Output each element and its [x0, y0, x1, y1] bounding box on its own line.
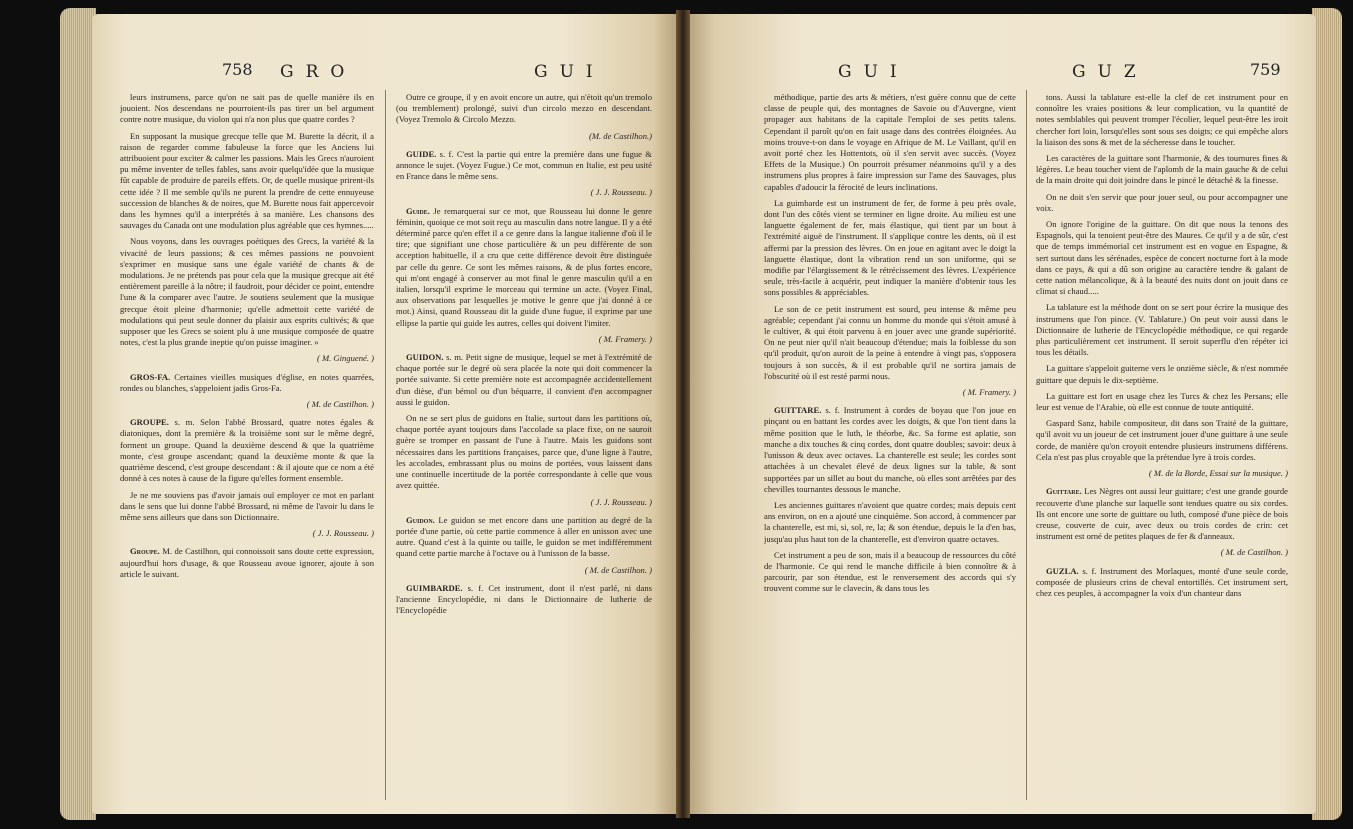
paragraph-text: s. f. Cet instrument, dont il n'est parlé, ni dans l'ancienne Encyclopédie, ni dans le Dictionnaire de lutherie de l'Encyclopédie — [396, 582, 652, 616]
paragraph — [120, 236, 374, 348]
citation: ( M. Framery. ) — [962, 387, 1016, 398]
paragraph-text: Nous voyons, dans les ouvrages poétiques des Grecs, la variété & la vivacité de leurs passions; & ces mêmes passions ne pouvoient s'exprimer en musique sans une égale variété de chants & de modulations. Je ne prétends pas pour cela que la musique grecque ait été entièrement pareille à la nôtre; il faudroit, pour décider ce point, entendre l'une & la comparer avec l'autre. Je soutiens seulement que la musique grecque étoit pleine d'harmonie; qu'elle admettoit cette variété de modulations qui peut seule donner du plaisir aux esprits cultivés; & que supposer que les Grecs se soient plu à une musique composée de quatre notes, c'est la plus grande ineptie qu'on puisse imaginer. » — [120, 236, 374, 348]
right-page — [690, 14, 1316, 814]
paragraph — [120, 417, 374, 484]
paragraph — [120, 131, 374, 232]
right-page-edges — [1312, 8, 1342, 820]
paragraph-text: méthodique, partie des arts & métiers, n'est guère connu que de cette classe de peuple qui, des montagnes de Savoie ou d'Auvergne, vient propager aux habitans de la capitale l'emploi de ses petits talens. Cependant il paroît qu'on en fait usage dans des contrées éloignées. Au moins trouve-t-on dans le voyage en Afrique de M. Le Vaillant, qu'il en avoit porté chez les Hottentots, où il s'en servit avec succès. (Voyez Effets de la Musique.) On pourroit présumer néanmoins qu'il y a des instrumens plus propres à faire impression sur l'ame des Sauvages, plus capables d'adoucir la férocité de leurs inclinations. — [764, 92, 1016, 192]
paragraph-text: La guittare est fort en usage chez les Turcs & chez les Persans; elle leur est venue de l'Arabie, où elle est connue de toute antiquité. — [1036, 390, 1288, 413]
paragraph-text: La tablature est la méthode dont on se sert pour écrire la musique des instrumens que l'on pince. (V. Tablature.) On peut voir aussi dans le Dictionnaire de lutherie de l'Encyclopédie méthodique, ce qui regarde plus particulièrement cet instrument. Il seroit superflu d'en répéter ici tous les détails. — [1036, 302, 1288, 358]
paragraph — [1036, 302, 1288, 358]
paragraph — [396, 206, 652, 329]
paragraph — [1036, 363, 1288, 385]
left-page-number: 758 — [222, 60, 253, 79]
paragraph-text: s. f. Instrument des Morlaques, monté d'une seule corde, composée de plusieurs crins de cheval entortillés. Cet instrument sert, chez ces peuples, à accompagner la voix d'un chanteur dans — [1036, 565, 1288, 598]
entry-headword: GUIMBARDE. — [406, 582, 463, 593]
paragraph — [1036, 92, 1288, 148]
paragraph — [1036, 391, 1288, 413]
citation: ( J. J. Rousseau. ) — [590, 496, 652, 507]
paragraph-text: En supposant la musique grecque telle que M. Burette la décrit, il a raison de regarder comme fabuleuse la force que les Anciens lui attribuoient pour exciter & calmer les passions. Mais les Grecs n'auroient pu même inventer de telles fables, sans avoir quelqu'idée que la musique fût capable de produire de pareils effets. Or, de quelle musique prirent-ils cette idée ? Il me semble qu'ils ne purent la prendre de cette ennuyeuse succession de blanches & de noires, que M. Burette nous fait appercevoir dans les hymnes qu'il a interprétés à sa manière. Les chansons des sauvages du Canada ont une modulation plus agréable que ces hymnes..... — [120, 130, 374, 231]
paragraph-text: s. f. C'est la partie qui entre la première dans une fugue & annonce le sujet. (Voyez Fugue.) Ce mot, commun en Italie, est peu usité en France dans le même sens. — [396, 148, 652, 182]
entry-headword: GUIDON. — [406, 352, 444, 363]
left-running-head-2: GUI — [534, 62, 605, 82]
paragraph-text: leurs instrumens, parce qu'on ne sait pas de quelle manière ils en jouoient. Nos descendans ne pourroient-ils pas tirer un bel argument contre notre musique, du violon qui n'a non plus que quatre cordes ? — [120, 92, 374, 125]
paragraph — [764, 304, 1016, 382]
paragraph — [1036, 192, 1288, 214]
paragraph — [120, 546, 374, 580]
citation: ( M. de Castilhon. ) — [306, 399, 374, 410]
paragraph — [396, 515, 652, 560]
paragraph — [396, 413, 652, 491]
citation: ( M. de Castilhon. ) — [1220, 547, 1288, 558]
paragraph-text: tons. Aussi la tablature est-elle la clef de cet instrument pour en connoître les vraies positions & leur complication, vu la quantité de notes semblables qui peuvent tromper l'écolier, lequel peut-être les iroit chercher fort loin, lorsqu'elles sont sous ses doigts; ce qui empêche alors la liaison des sons & met de la sécheresse dans le toucher. — [1036, 92, 1288, 147]
citation: ( M. Ginguené. ) — [316, 353, 374, 364]
paragraph-text: s. m. Petit signe de musique, lequel se met à l'extrémité de chaque portée sur le degré où sera placée la note qui doit commencer la portée suivante. Si cette première note est accompagnée accidentellement d'un dièse, d'un bémol ou d'un béquarre, il convient d'en accompagner aussi le guidon. — [396, 352, 652, 407]
entry-headword: GUIDE. — [406, 148, 437, 159]
entry-headword: Guide. — [406, 205, 430, 216]
left-page — [92, 14, 676, 814]
entry-headword: Guidon. — [406, 514, 435, 525]
citation: ( M. de Castilhon. ) — [584, 564, 652, 575]
paragraph-text: On ne doit s'en servir que pour jouer seul, ou pour accompagner une voix. — [1036, 191, 1288, 213]
paragraph-text: Je ne me souviens pas d'avoir jamais ouï employer ce mot en parlant dans le sens que lui donne l'abbé Brossard, ni même de l'avoir lu dans le même sens ailleurs que dans son Dictionnaire. — [120, 489, 374, 522]
entry-headword: GROUPE. — [130, 417, 169, 428]
citation: ( M. de la Borde, Essai sur la musique. ) — [1148, 468, 1288, 479]
paragraph — [1036, 418, 1288, 463]
paragraph — [396, 149, 652, 183]
paragraph — [396, 583, 652, 617]
citation: ( J. J. Rousseau. ) — [312, 528, 374, 539]
paragraph-text: Les anciennes guittares n'avoient que quatre cordes; mais depuis cent ans environ, on en a ajouté une cinquième. Son accord, à commencer par la chanterelle, est mi, si, sol, re, la; & son étendue, depuis le la d'en bas, jusqu'au plus haut ton de la chanterelle, est d'environ quatre octaves. — [764, 499, 1016, 544]
left-column-1 — [120, 92, 374, 585]
paragraph — [396, 92, 652, 126]
paragraph — [1036, 486, 1288, 542]
entry-headword: GUZLA. — [1046, 565, 1079, 576]
paragraph — [120, 92, 374, 126]
paragraph — [764, 500, 1016, 545]
right-column-1 — [764, 92, 1016, 600]
left-running-head-1: GRO — [280, 62, 357, 82]
paragraph-text: La guimbarde est un instrument de fer, de forme à peu près ovale, dont l'un des côtés vient se terminer en ligne droite. Au milieu est une languette également de fer, mais élastique, qui tient par un bout à l'extrémité aiguë de l'instrument. Il s'applique contre les dents, où il est affermi par la pression des lèvres. On en joue en agitant avec le doigt la languette élastique, dont la vibration rend un son uniforme, qui se modifie par l'élargissement & le rétrécissement des lèvres. L'expérience seule, très-facile à acquérir, peut indiquer la manière d'obtenir tous les sons possibles & appréciables. — [764, 197, 1016, 298]
paragraph — [120, 372, 374, 394]
paragraph-text: Le guidon se met encore dans une partition au degré de la portée d'une partie, où cette partie commence à aller en unisson avec une autre. Quand c'est à la quinte ou taille, le guidon se met indifféremment quand cette partie marche à l'octave ou à l'unisson de la basse. — [396, 514, 652, 559]
left-page-edges — [60, 8, 96, 820]
paragraph-text: Cet instrument a peu de son, mais il a beaucoup de ressources du côté de l'harmonie. Ce qui rend le manche difficile à bien connoître & à parcourir, par son étendue, est le renversement des accords qui s'y trouvent comme sur le clavecin, & dans tous les — [764, 549, 1016, 594]
paragraph-text: Je remarquerai sur ce mot, que Rousseau lui donne le genre féminin, quoique ce mot soit reçu au masculin dans notre langue. Il y a été déterminé parce qu'en effet il a ce genre dans la langue italienne d'où il le tire; que signifiant une chose particulière & un peu différente de son acception habituelle, il a cru que cette différence devoit être distinguée par celle du genre. Ce sont les mêmes raisons, & de plus fortes encore, qui m'ont engagé à conserver au mot final le genre masculin qu'il a en italien, lorsqu'il exprime le morceau qui termine un acte. (Voyez Final, aux observations par lesquelles je motive le genre que j'ai donné à ce mot.) Ainsi, quand Rousseau dit la guide d'une fugue, il exprime par une ellipse la partie qui guide les autres, celles qui doivent l'imiter. — [396, 205, 652, 328]
paragraph-text: Outre ce groupe, il y en avoit encore un autre, qui n'étoit qu'un tremolo (ou tremblement) prolongé, suivi d'un circolo mezzo en descendant. (Voyez Tremolo & Circolo Mezzo. — [396, 92, 652, 125]
paragraph-text: Gaspard Sanz, habile compositeur, dit dans son Traité de la guittare, qu'il avoit vu un joueur de cet instrument jouer d'une guittare à une seule corde, de manière qu'on croyoit entendre plusieurs instrumens différens. Cela n'est pas plus croyable que la prétendue lyre à trois cordes. — [1036, 418, 1288, 462]
paragraph-text: Les Nègres ont aussi leur guittare; c'est une grande gourde recouverte d'une planche sur laquelle sont tendues quatre ou six cordes. Ils ont encore une sorte de guittare ou luth, composé d'une pièce de bois creuse, couverte de cuir, avec deux ou trois cordes de crin: cet instrument est orné de petites plaques de fer & d'anneaux. — [1036, 486, 1288, 542]
right-page-number: 759 — [1250, 60, 1281, 79]
citation: ( J. J. Rousseau. ) — [590, 187, 652, 198]
entry-headword: GROS-FA. — [130, 371, 171, 382]
paragraph — [396, 352, 652, 408]
paragraph-text: La guittare s'appeloit guiterne vers le onzième siècle, & n'est nommée guittare que depuis le dix-septième. — [1036, 363, 1288, 385]
column-rule — [385, 90, 386, 800]
book-gutter — [676, 10, 690, 818]
right-running-head-2: GUZ — [1072, 62, 1148, 82]
paragraph — [120, 490, 374, 524]
paragraph-text: Certaines vieilles musiques d'église, en notes quarrées, rondes ou blanches, s'appeloient jadis Gros-Fa. — [120, 371, 374, 393]
paragraph-text: Les caractères de la guittare sont l'harmonie, & des tournures fines & légères. Le beau toucher vient de l'aplomb de la main gauche & de celui de la main droite qui doit joindre dans le pincé le détaché & la finesse. — [1036, 153, 1288, 186]
entry-headword: GUITTARE. — [774, 405, 822, 416]
paragraph — [764, 92, 1016, 193]
paragraph — [764, 405, 1016, 495]
paragraph — [764, 550, 1016, 595]
paragraph-text: s. f. Instrument à cordes de boyau que l'on joue en pinçant ou en battant les cordes avec les doigts, & que l'on tient dans la même position que le luth, le théorbe, &c. Sa forme est aplatie, son manche a dix touches & cinq cordes, dont quatre doubles; savoir: deux à l'unisson & deux avec octaves. La chanterelle est seule; les cordes sont attachées à un chevalet élevé de deux lignes sur la table, & sont supportées par un sillet au bout du manche, où elles sont arrêtées par des chevilles tournantes dessous le manche. — [764, 405, 1016, 494]
paragraph-text: M. de Castilhon, qui connoissoit sans doute cette expression, aujourd'hui hors d'usage, & que Rousseau avoue ignorer, ajoute à son article le suivant. — [120, 546, 374, 579]
paragraph-text: On ignore l'origine de la guittare. On dit que nous la tenons des Espagnols, qui la tenoient peut-être des Maures. Ce qu'il y a de sûr, c'est que de temps immémorial cet instrument est en vogue en Espagne, & sert surtout dans les sérénades, espèce de concert nocturne fort à la mode dans ce pays, & qui a dû son origine au caractère tendre & galant de cette nation mélancolique, & à la beauté des nuits dont on jouit dans ce climat si chaud..... — [1036, 219, 1288, 297]
entry-headword: Guittare. — [1046, 486, 1082, 497]
right-column-2 — [1036, 92, 1288, 604]
paragraph-text: Le son de ce petit instrument est sourd, peu intense & même peu agréable; cependant j'ai connu un homme du monde qui s'étoit amusé à le cultiver, & qui étoit parvenu à en jouer avec une grande supériorité. On ne peut nier qu'il n'ait beaucoup d'étendue; mais la foiblesse du son qu'il produit, qu'on auroit de la peine à entendre à vingt pas, s'opposera toujours à son succès, & il est probable qu'il ne sortira jamais de l'obscurité où il est resté parmi nous. — [764, 303, 1016, 381]
entry-headword: Groupe. — [130, 546, 160, 557]
citation: (M. de Castilhon.) — [588, 130, 652, 141]
paragraph-text: On ne se sert plus de guidons en Italie, surtout dans les partitions où, chaque portée ayant toujours dans l'accolade sa place fixe, on ne sauroit guère se tromper en passant de l'une à l'autre. Mais les guidons sont nécessaires dans les partitions françaises, parce que, d'une ligne à l'autre, les accolades, embrassant plus ou moins de portées, vous laissent dans une continuelle incertitude de la portée correspondante à celle que vous avez quittée. — [396, 413, 652, 491]
citation: ( M. Framery. ) — [598, 333, 652, 344]
right-running-head-1: GUI — [838, 62, 909, 82]
paragraph-text: s. m. Selon l'abbé Brossard, quatre notes égales & diatoniques, dont la première & la troisième sont sur le même degré, forment un groupe. Quand la deuxième descend & que la quatrième monte, c'est groupe ascendant; quand la deuxième monte & que la quatrième descend, c'est groupe descendant : & il ajoute que ce nom a été donné à ces notes à cause de la figure qu'elles forment ensemble. — [120, 417, 374, 484]
column-rule — [1026, 90, 1027, 800]
left-column-2 — [396, 92, 652, 621]
paragraph — [1036, 153, 1288, 187]
paragraph — [1036, 566, 1288, 600]
paragraph — [764, 198, 1016, 299]
paragraph — [1036, 219, 1288, 297]
